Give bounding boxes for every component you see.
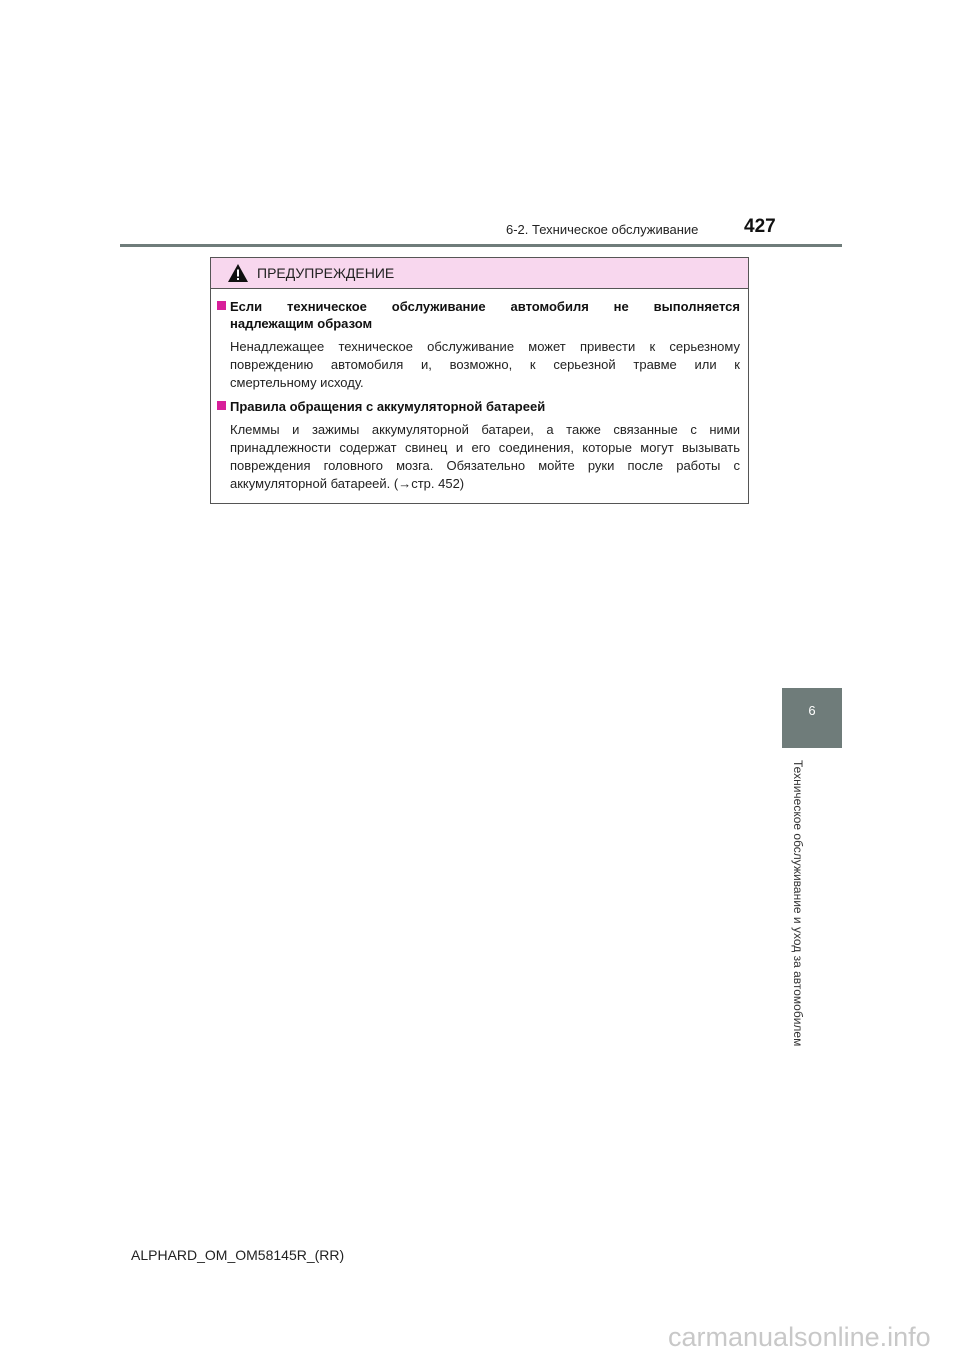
warning-header [211,258,748,289]
footer-code: ALPHARD_OM_OM58145R_(RR) [131,1247,345,1263]
heading-line: Если техническое обслуживание автомобиля не выполняется [230,299,740,314]
text-line: повреждения головного мозга. Обязательно мойте руки после работы с [230,458,740,473]
text-line: повреждению автомобиля и, возможно, к серьезной травме или к [230,357,740,372]
text-line: Клеммы и зажимы аккумуляторной батареи, а также связанные с ними [230,422,740,437]
warning-body [211,289,748,493]
heading-line: надлежащим образом [230,316,373,331]
item-heading [220,298,740,332]
text-line: принадлежности содержат свинец и его соединения, которые могут вызывать [230,440,740,455]
warning-box [210,257,749,504]
warning-item [220,298,740,392]
watermark: carmanualsonline.info [668,1322,931,1352]
text-line: Ненадлежащее техническое обслуживание может привести к серьезному [230,339,740,354]
chapter-tab[interactable]: 6 [782,688,842,748]
item-text [220,338,740,392]
heading-line: Правила обращения с аккумуляторной батареей [230,399,546,414]
item-text [220,421,740,493]
text-line: смертельному исходу. [230,375,364,390]
warning-title: ПРЕДУПРЕЖДЕНИЕ [257,265,395,281]
warning-triangle-icon [227,263,249,283]
header-rule [120,244,842,247]
chapter-label: Техническое обслуживание и уход за автомобилем [791,760,805,1047]
page-number: 427 [744,216,776,237]
header-section-title: 6-2. Техническое обслуживание [506,222,699,237]
bullet-square-icon [217,301,226,310]
warning-item [220,398,740,493]
item-heading [220,398,740,415]
bullet-square-icon [217,401,226,410]
text-line: аккумуляторной батареей. (→стр. 452) [230,476,465,491]
